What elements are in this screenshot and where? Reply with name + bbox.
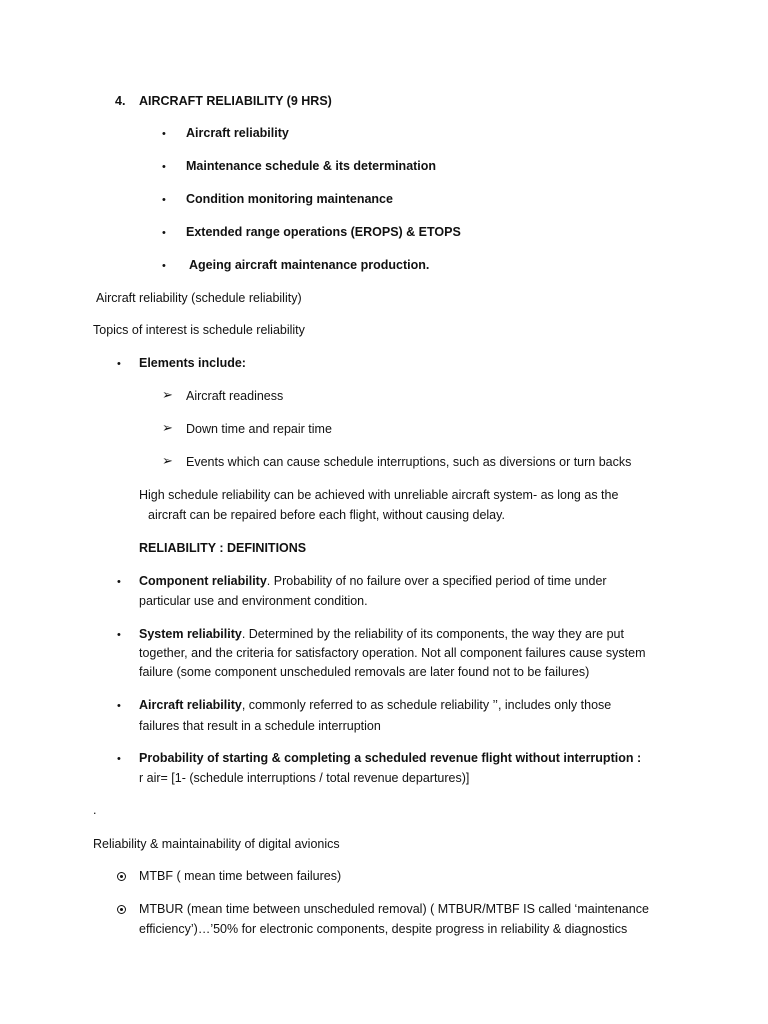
topic-item: Ageing aircraft maintenance production. bbox=[186, 258, 430, 272]
high-schedule-line-2: aircraft can be repaired before each flight, without causing delay. bbox=[148, 508, 505, 522]
circled-dot-icon bbox=[117, 872, 126, 881]
avionics-item: efficiency’)…’50% for electronic components, despite progress in reliability & diagnostics bbox=[139, 922, 628, 936]
bullet-icon: • bbox=[162, 194, 166, 206]
bullet-icon: • bbox=[162, 161, 166, 173]
element-item: Aircraft readiness bbox=[186, 389, 284, 403]
arrow-bullet-icon: ➢ bbox=[162, 387, 173, 402]
bullet-icon: • bbox=[117, 358, 121, 370]
definition-text: particular use and environment condition. bbox=[139, 594, 368, 608]
avionics-item: MTBF ( mean time between failures) bbox=[139, 869, 342, 883]
bullet-icon: • bbox=[162, 128, 166, 140]
definition-term: Aircraft reliability bbox=[139, 698, 242, 712]
element-item: Events which can cause schedule interruptions, such as diversions or turn backs bbox=[186, 455, 632, 469]
definition-term: Probability of starting & completing a scheduled revenue flight without interruption : bbox=[139, 751, 642, 765]
definition-text: . Probability of no failure over a specified period of time under bbox=[266, 574, 607, 588]
arrow-bullet-icon: ➢ bbox=[162, 453, 173, 468]
stray-mark: . bbox=[93, 803, 97, 817]
avionics-heading: Reliability & maintainability of digital avionics bbox=[93, 837, 340, 851]
bullet-icon: • bbox=[162, 260, 166, 272]
definitions-heading: RELIABILITY : DEFINITIONS bbox=[139, 541, 307, 555]
definition-text: failure (some component unscheduled removals are later found not to be failures) bbox=[139, 665, 590, 679]
subheading-schedule-reliability: Aircraft reliability (schedule reliability) bbox=[96, 291, 302, 305]
definition-text: failures that result in a schedule interruption bbox=[139, 719, 381, 733]
definition-text: , commonly referred to as schedule reliability ’’, includes only those bbox=[241, 698, 612, 712]
definition-line bbox=[139, 627, 624, 641]
topic-item: Condition monitoring maintenance bbox=[186, 192, 393, 206]
element-item: Down time and repair time bbox=[186, 422, 332, 436]
avionics-item: MTBUR (mean time between unscheduled removal) ( MTBUR/MTBF IS called ‘maintenance bbox=[139, 902, 649, 916]
definition-line bbox=[139, 574, 607, 588]
circled-dot-icon bbox=[117, 905, 126, 914]
topic-item: Aircraft reliability bbox=[186, 126, 289, 140]
definition-text: . Determined by the reliability of its components, the way they are put bbox=[241, 627, 624, 641]
definition-term: System reliability bbox=[139, 627, 242, 641]
topic-item: Maintenance schedule & its determination bbox=[186, 159, 437, 173]
bullet-icon: • bbox=[117, 753, 121, 765]
formula-line: r air= [1- (schedule interruptions / total revenue departures)] bbox=[139, 771, 470, 785]
section-title: AIRCRAFT RELIABILITY (9 HRS) bbox=[139, 94, 332, 108]
definition-text: together, and the criteria for satisfactory operation. Not all component failures cause system bbox=[139, 646, 646, 660]
elements-label: Elements include: bbox=[139, 356, 246, 370]
bullet-icon: • bbox=[162, 227, 166, 239]
high-schedule-line-1: High schedule reliability can be achieved with unreliable aircraft system- as long as the bbox=[139, 488, 619, 502]
section-number: 4. bbox=[115, 94, 126, 108]
bullet-icon: • bbox=[117, 629, 121, 641]
topic-item: Extended range operations (EROPS) & ETOPS bbox=[186, 225, 461, 239]
definition-term: Component reliability bbox=[139, 574, 267, 588]
arrow-bullet-icon: ➢ bbox=[162, 420, 173, 435]
subheading-topics-of-interest: Topics of interest is schedule reliability bbox=[93, 323, 305, 337]
definition-line bbox=[139, 698, 611, 712]
bullet-icon: • bbox=[117, 700, 121, 712]
bullet-icon: • bbox=[117, 576, 121, 588]
